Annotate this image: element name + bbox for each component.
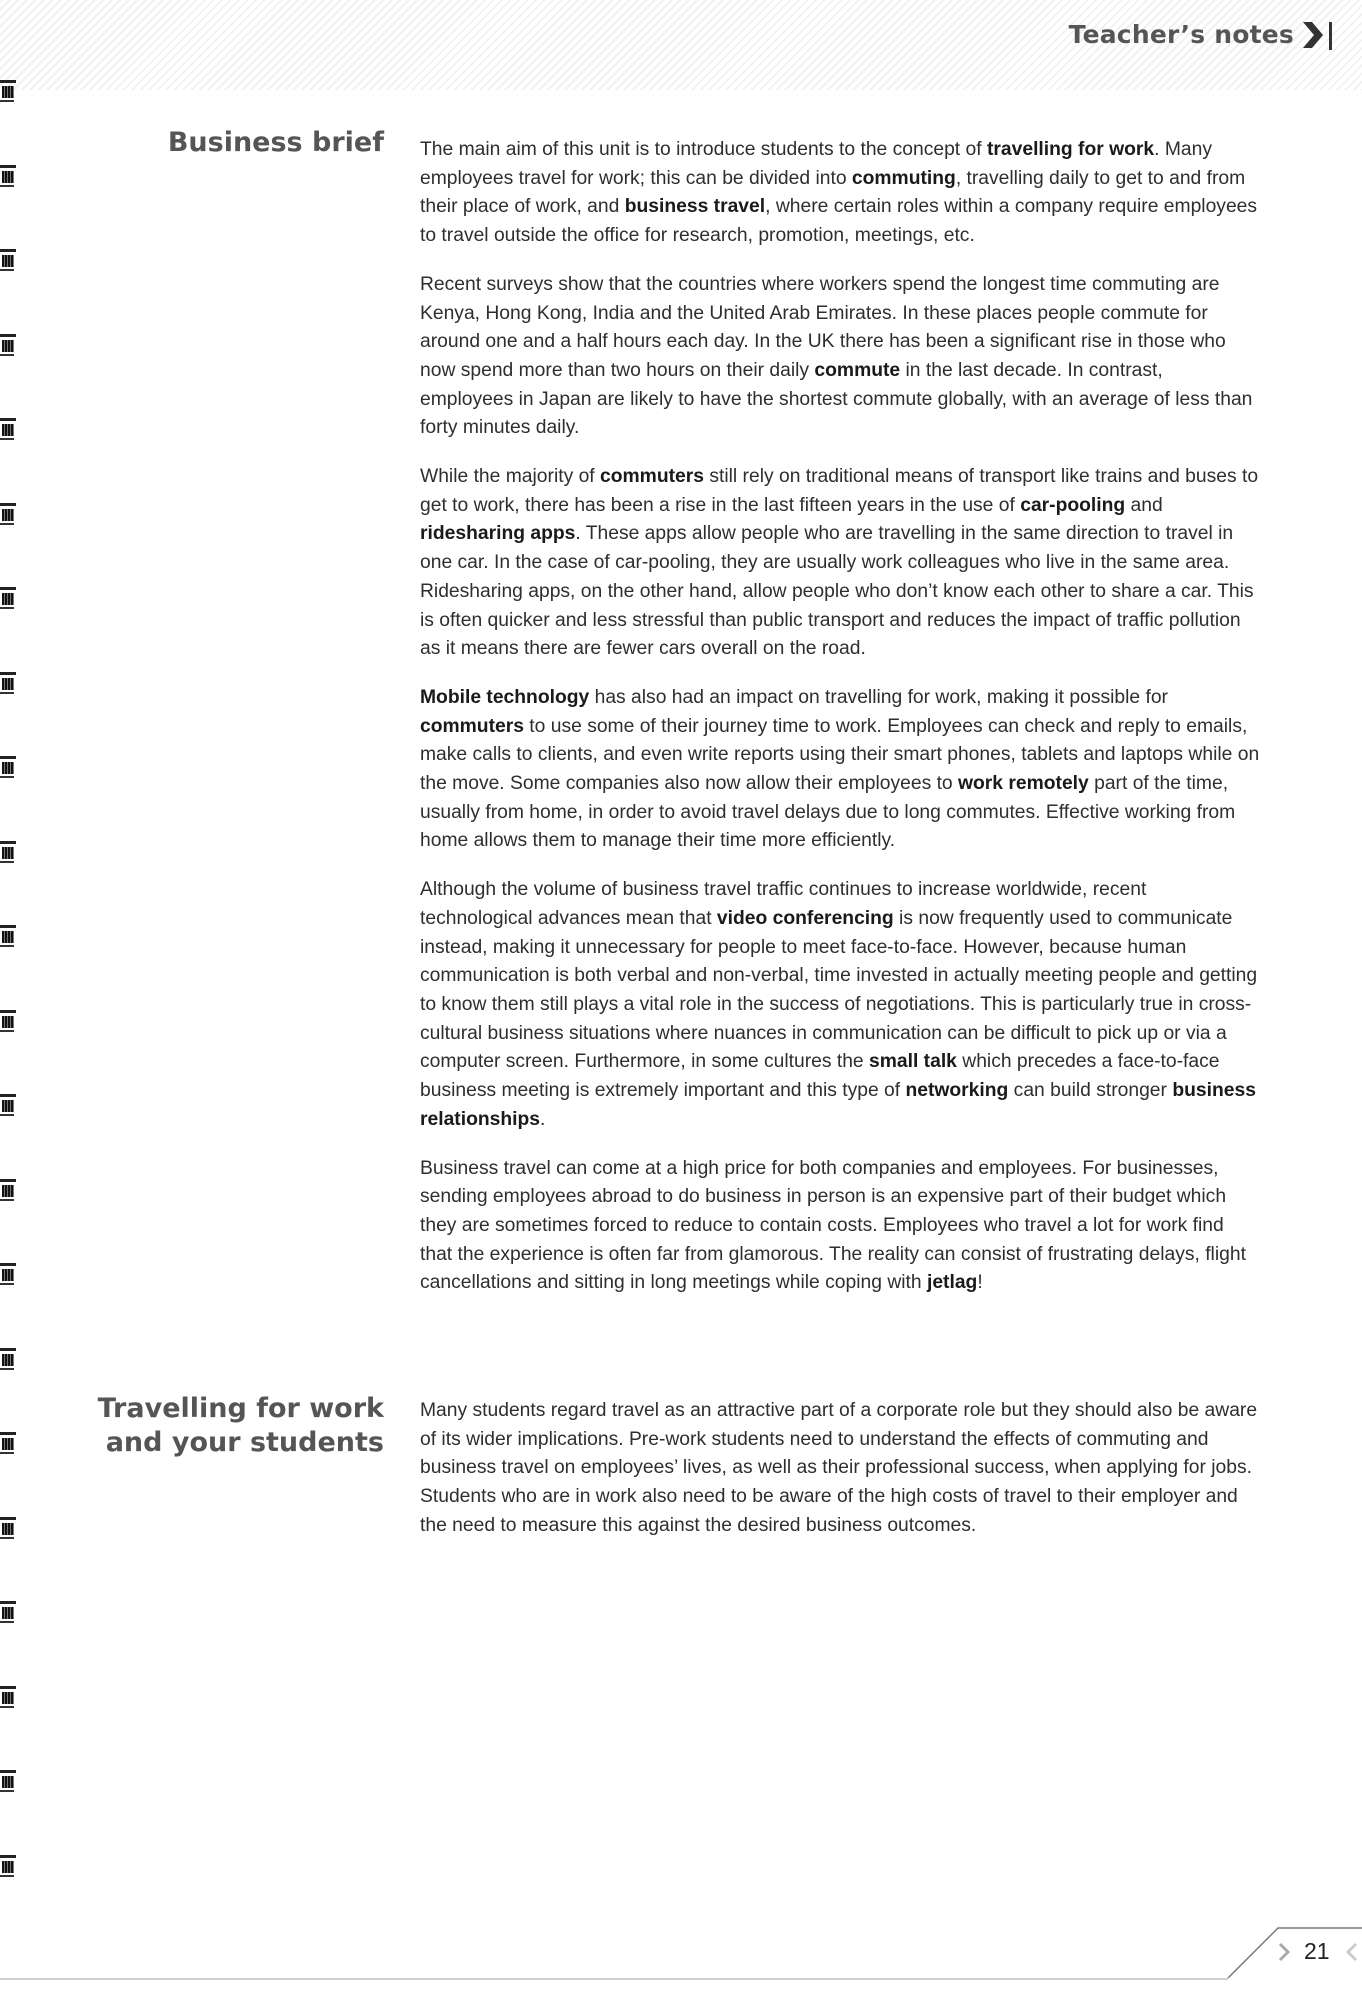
binding-hole: [0, 672, 16, 694]
text-run: which precedes a face-to-face business meeting is extremely important and this type of: [420, 1051, 1220, 1102]
running-header-title: Teacher’s notes: [1068, 20, 1294, 49]
key-term: commuters: [600, 466, 704, 488]
section-body-business-brief: [420, 136, 1260, 1298]
header-divider-bar: [1329, 22, 1332, 50]
key-term: commute: [814, 359, 901, 381]
paragraph: [420, 1397, 1260, 1541]
footer-page-tab: [1200, 1920, 1362, 2000]
section-heading-travelling-for-work: [98, 1392, 384, 1460]
key-term: networking: [905, 1080, 1009, 1102]
text-run: still rely on traditional means of transport like trains and buses to get to work, there has been a rise in the last fifteen years in the use of: [420, 466, 1259, 516]
binding-hole: [0, 841, 16, 863]
text-run: can build stronger: [1008, 1080, 1173, 1102]
text-run: has also had an impact on travelling for work, making it possible for: [589, 686, 1168, 708]
footer-rule: [0, 1978, 1228, 1980]
text-run: . Many employees travel for work; this can be divided into: [420, 139, 1212, 189]
binding-hole: [0, 1263, 16, 1285]
key-term: business relationships: [420, 1080, 1256, 1130]
text-run: in the last decade. In contrast, employees in Japan are likely to have the shortest commute globally, with an average of less than forty minutes daily.: [420, 359, 1253, 439]
text-run: part of the time, usually from home, in order to avoid travel delays due to long commutes. Effective working from home allows them to manage their time more efficiently.: [420, 773, 1236, 852]
text-run: and: [1125, 494, 1163, 516]
key-term: commuting: [851, 167, 956, 189]
text-run: Although the volume of business travel traffic continues to increase worldwide, recent technological advances mean that: [420, 879, 1147, 929]
text-run: While the majority of: [420, 466, 601, 488]
text-run: is now frequently used to communicate instead, making it unnecessary for people to meet face-to-face. However, because human communication is both verbal and non-verbal, time invested in actually meeting people and getting to know them still plays a vital role in the success of negotiations. This is particularly true in cross-cultural business situations where nuances in communication can be difficult to pick up or via a computer screen. Furthermore, in some cultures the: [420, 907, 1258, 1073]
text-run: to use some of their journey time to work. Employees can check and reply to emails, make calls to clients, and even write reports using their smart phones, tablets and laptops while on the move. Some companies also now allow their employees to: [420, 715, 1260, 795]
key-term: travelling for work: [986, 139, 1155, 160]
section-heading-line: Travelling for work: [97, 1393, 384, 1424]
binding-hole: [0, 925, 16, 947]
binding-hole: [0, 1179, 16, 1201]
binding-hole: [0, 503, 16, 525]
key-term: small talk: [869, 1051, 957, 1073]
chevron-right-icon: [1300, 20, 1326, 50]
key-term: commuters: [420, 715, 524, 737]
text-run: The main aim of this unit is to introduce students to the concept of: [420, 139, 987, 160]
section-heading-line: and your students: [105, 1427, 384, 1458]
section-heading-business-brief: [168, 126, 384, 160]
binding-hole: [0, 1432, 16, 1454]
binding-hole: [0, 418, 16, 440]
text-run: Business travel can come at a high price for both companies and employees. For businesses, sending employees abroad to do business in person is an expensive part of their budget which they are sometimes forced to reduce to contain costs. Employees who travel a lot for work find that the experience is often far from glamorous. The reality can consist of frustrating delays, flight cancellations and sitting in long meetings while coping with: [420, 1157, 1246, 1294]
paragraph: [420, 271, 1260, 443]
page-number: 21: [1304, 1938, 1330, 1964]
binding-hole: [0, 1348, 16, 1370]
text-run: Many students regard travel as an attractive part of a corporate role but they should also be aware of its wider implications. Pre-work students need to understand the effects of commuting and business travel on employees’ lives, as well as their professional success, when applying for jobs. Students who are in work also need to be aware of the high costs of travel to their employer and the need to measure this against the desired business outcomes.: [420, 1400, 1258, 1536]
binding-hole: [0, 1601, 16, 1623]
paragraph: [420, 136, 1260, 251]
paragraph: [420, 876, 1260, 1134]
text-run: , travelling daily to get to and from their place of work, and: [420, 167, 1246, 218]
binding-hole: [0, 1094, 16, 1116]
text-run: .: [540, 1108, 546, 1130]
binding-hole: [0, 80, 16, 102]
binding-hole: [0, 1010, 16, 1032]
binding-hole: [0, 756, 16, 778]
key-term: work remotely: [958, 773, 1089, 795]
key-term: car-pooling: [1020, 494, 1126, 516]
paragraph: [420, 463, 1260, 664]
spiral-binding: [0, 70, 22, 1930]
binding-hole: [0, 1770, 16, 1792]
section-body-travelling-for-work: [420, 1397, 1260, 1541]
paragraph: [420, 684, 1260, 856]
binding-hole: [0, 165, 16, 187]
binding-hole: [0, 1517, 16, 1539]
binding-hole: [0, 1855, 16, 1877]
text-run: . These apps allow people who are travelling in the same direction to travel in one car. In the case of car-pooling, they are usually work colleagues who live in the same area. Ridesharing apps, on the other hand, allow people who don’t know each other to share a car. This is often quicker and less stressful than public transport and reduces the impact of traffic pollution as it means there are fewer cars overall on the road.: [420, 523, 1254, 660]
key-term: jetlag: [926, 1272, 978, 1294]
section-heading-line: Business brief: [167, 127, 384, 158]
binding-hole: [0, 1686, 16, 1708]
key-term: ridesharing apps: [420, 523, 576, 545]
binding-hole: [0, 587, 16, 609]
key-term: video conferencing: [716, 907, 894, 929]
binding-hole: [0, 334, 16, 356]
key-term: Mobile technology: [420, 686, 590, 708]
text-run: !: [977, 1272, 983, 1294]
binding-hole: [0, 249, 16, 271]
paragraph: [420, 1155, 1260, 1299]
text-run: Recent surveys show that the countries where workers spend the longest time commuting are Kenya, Hong Kong, India and the United Arab Emirates. In these places people commute for around one and a half hours each day. In the UK there has been a significant rise in those who now spend more than two hours on their daily: [420, 273, 1226, 381]
key-term: business travel: [624, 196, 766, 218]
text-run: , where certain roles within a company require employees to travel outside the office for research, promotion, meetings, etc.: [420, 196, 1258, 247]
